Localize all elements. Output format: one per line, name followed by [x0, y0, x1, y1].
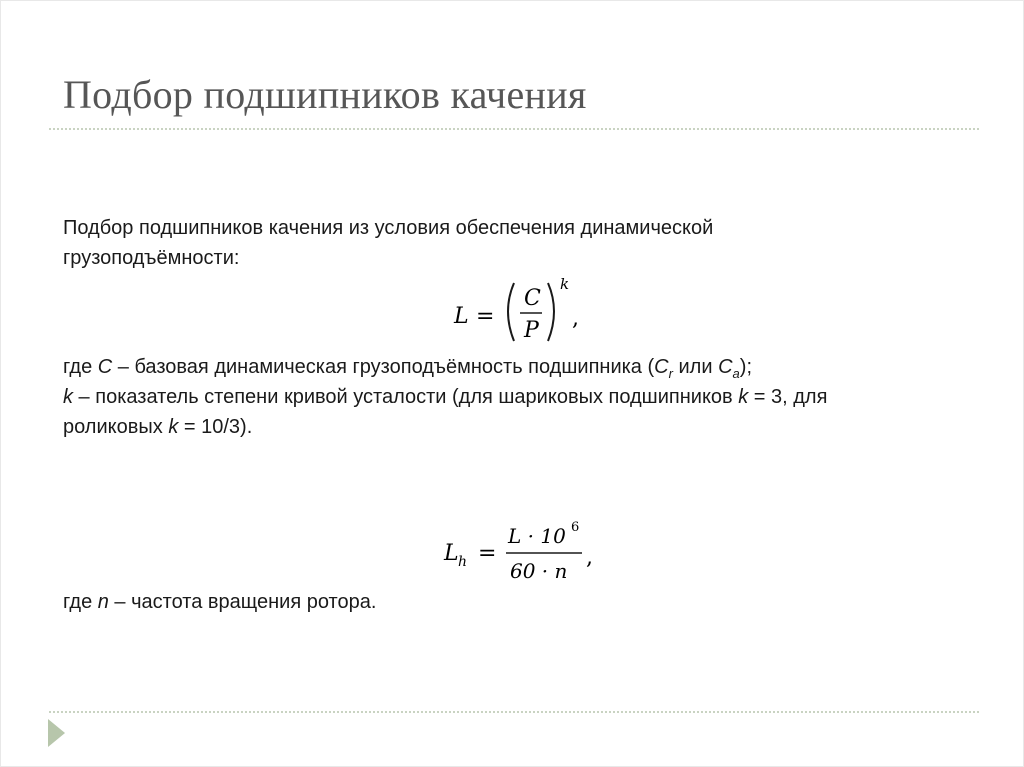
formula1-right-paren [548, 283, 554, 341]
formula1-denominator: P [524, 318, 539, 343]
formula2-equals: = [478, 541, 497, 566]
definition-k-line-2: роликовых k = 10/3). [63, 416, 253, 438]
formula2-denominator: 60 · n [510, 559, 568, 583]
formula2-numerator: L · 10 [508, 524, 566, 548]
formula2-comma: , [586, 545, 593, 570]
formula1-comma: , [572, 306, 579, 331]
symbol-n: n [97, 591, 109, 613]
symbol-c: C [97, 356, 113, 378]
footer-divider [49, 711, 979, 713]
formula2-lhs: L [444, 541, 459, 566]
formula2-numerator-exp: 6 [571, 520, 580, 535]
intro-line-2: грузоподъёмности: [63, 247, 240, 269]
title-divider [49, 128, 979, 130]
formula1-lhs: L [454, 304, 469, 329]
formula-durability [446, 263, 596, 351]
intro-line-1: Подбор подшипников качения из условия обеспечения динамической [63, 217, 714, 239]
formula2-lhs-sub: h [458, 554, 468, 570]
play-arrow-icon [48, 719, 65, 747]
definition-k-line-1: k – показатель степени кривой усталости (для шариковых подшипников k = 3, для [63, 386, 828, 408]
formula1-exponent: k [560, 275, 570, 293]
formula1-left-paren [508, 283, 514, 341]
formula-durability-hours [436, 514, 606, 589]
symbol-k: k [63, 386, 73, 408]
slide-title: Подбор подшипников качения [63, 72, 587, 117]
definition-c: где C – базовая динамическая грузоподъёмность подшипника ($C_r$ или $C_a$); [63, 356, 752, 381]
definition-n: где n – частота вращения ротора. [63, 591, 377, 613]
formula1-equals: = [476, 304, 495, 329]
formula1-numerator: C [524, 286, 541, 311]
